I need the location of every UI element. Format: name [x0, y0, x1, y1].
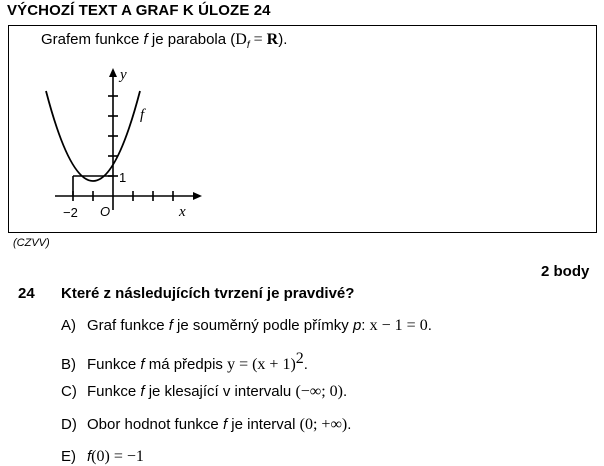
- section-title: VÝCHOZÍ TEXT A GRAF K ÚLOZE 24: [7, 2, 271, 19]
- option-b[interactable]: B) Funkce f má předpis $y = (x + 1)^2$.: [61, 350, 308, 373]
- option-d[interactable]: D) Obor hodnot funkce f je interval (0; +∞).: [61, 416, 352, 433]
- question-number: 24: [18, 285, 35, 302]
- origin-label: O: [100, 204, 111, 219]
- option-label: C): [61, 383, 77, 400]
- y-one-label: 1: [119, 170, 127, 185]
- y-axis-label: y: [120, 67, 127, 83]
- x-axis-label: x: [179, 204, 186, 220]
- source-text-box: [8, 25, 597, 233]
- option-a[interactable]: A) Graf funkce f je souměrný podle přímky p: x − 1 = 0.: [61, 317, 432, 334]
- parabola-graph: [9, 26, 595, 231]
- points-label: 2 body: [541, 263, 590, 280]
- parabola-curve: [46, 91, 140, 181]
- option-label: A): [61, 317, 76, 334]
- source-note: (CZVV): [13, 237, 50, 249]
- option-label: D): [61, 416, 77, 433]
- y-axis-arrow: [109, 68, 117, 77]
- option-e[interactable]: E) f(0) = −1: [61, 448, 144, 465]
- x-minus-two-label: −2: [63, 205, 78, 220]
- x-axis-arrow: [193, 192, 202, 200]
- option-label: E): [61, 448, 76, 465]
- option-c[interactable]: C) Funkce f je klesající v intervalu (−∞; 0).: [61, 383, 348, 400]
- f-curve-label: f: [140, 107, 145, 123]
- intro-text: Grafem funkce f je parabola $(D_f = R)$.: [41, 31, 288, 51]
- option-label: B): [61, 356, 76, 373]
- question-text: Které z následujících tvrzení je pravdivé?: [61, 285, 355, 302]
